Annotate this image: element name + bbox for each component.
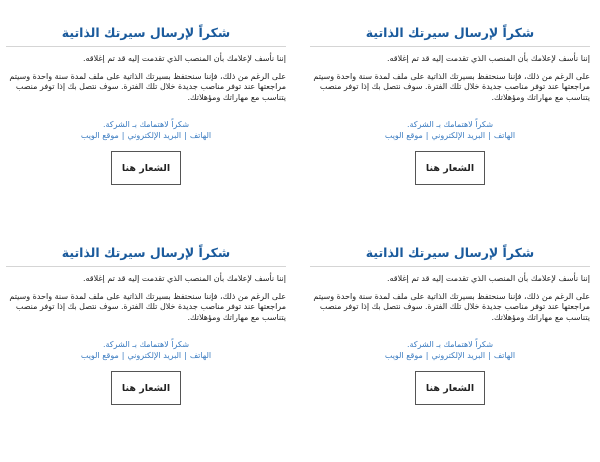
footer-links bbox=[310, 130, 590, 141]
position-closed-paragraph: إننا نأسف لإعلامك بأن المنصب الذي تقدمت إليه قد تم إغلاقه. bbox=[82, 274, 286, 283]
footer-links bbox=[310, 350, 590, 361]
email-card bbox=[6, 246, 286, 456]
position-closed-paragraph: إننا نأسف لإعلامك بأن المنصب الذي تقدمت إليه قد تم إغلاقه. bbox=[386, 54, 590, 63]
email-footer bbox=[6, 119, 286, 141]
footer-separator: | bbox=[184, 351, 187, 360]
footer-separator: | bbox=[121, 351, 125, 360]
footer-separator: | bbox=[121, 131, 125, 140]
phone-link[interactable]: الهاتف bbox=[493, 351, 516, 360]
footer-separator: | bbox=[488, 351, 491, 360]
email-footer bbox=[310, 119, 590, 141]
email-title: شكراً لإرسال سيرتك الذاتية bbox=[6, 26, 286, 47]
email-title: شكراً لإرسال سيرتك الذاتية bbox=[6, 246, 286, 267]
footer-separator: | bbox=[425, 131, 429, 140]
logo-placeholder: الشعار هنا bbox=[111, 151, 181, 185]
footer-links bbox=[6, 130, 286, 141]
footer-thanks-text: شكراً لاهتمامك بـ الشركة. bbox=[102, 120, 190, 129]
footer-thanks-text: شكراً لاهتمامك بـ الشركة. bbox=[406, 120, 494, 129]
footer-thanks-text: شكراً لاهتمامك بـ الشركة. bbox=[102, 340, 190, 349]
email-card bbox=[310, 26, 590, 236]
logo-placeholder: الشعار هنا bbox=[111, 371, 181, 405]
email-footer bbox=[310, 339, 590, 361]
website-link[interactable]: موقع الويب bbox=[80, 351, 119, 360]
email-title: شكراً لإرسال سيرتك الذاتية bbox=[310, 246, 590, 267]
footer-thanks-text: شكراً لاهتمامك بـ الشركة. bbox=[406, 340, 494, 349]
phone-link[interactable]: الهاتف bbox=[189, 351, 212, 360]
position-closed-paragraph: إننا نأسف لإعلامك بأن المنصب الذي تقدمت إليه قد تم إغلاقه. bbox=[82, 54, 286, 63]
resume-kept-paragraph: على الرغم من ذلك، فإننا سنحتفظ بسيرتك الذاتية على ملف لمدة سنة واحدة وسيتم مراجعتها عند توفر مناصب جديدة خلال تلك الفترة. سوف نتصل بك إذا توفر منصب يتناسب مع مهاراتك ومؤهلاتك. bbox=[313, 71, 590, 102]
footer-separator: | bbox=[425, 351, 429, 360]
phone-link[interactable]: الهاتف bbox=[493, 131, 516, 140]
website-link[interactable]: موقع الويب bbox=[80, 131, 119, 140]
email-card bbox=[310, 246, 590, 456]
email-card bbox=[6, 26, 286, 236]
resume-kept-paragraph: على الرغم من ذلك، فإننا سنحتفظ بسيرتك الذاتية على ملف لمدة سنة واحدة وسيتم مراجعتها عند توفر مناصب جديدة خلال تلك الفترة. سوف نتصل بك إذا توفر منصب يتناسب مع مهاراتك ومؤهلاتك. bbox=[9, 71, 286, 102]
email-link[interactable]: البريد الإلكتروني bbox=[431, 131, 486, 140]
footer-separator: | bbox=[488, 131, 491, 140]
resume-kept-paragraph: على الرغم من ذلك، فإننا سنحتفظ بسيرتك الذاتية على ملف لمدة سنة واحدة وسيتم مراجعتها عند توفر مناصب جديدة خلال تلك الفترة. سوف نتصل بك إذا توفر منصب يتناسب مع مهاراتك ومؤهلاتك. bbox=[9, 291, 286, 322]
position-closed-paragraph: إننا نأسف لإعلامك بأن المنصب الذي تقدمت إليه قد تم إغلاقه. bbox=[386, 274, 590, 283]
email-footer bbox=[6, 339, 286, 361]
footer-separator: | bbox=[184, 131, 187, 140]
footer-links bbox=[6, 350, 286, 361]
email-title: شكراً لإرسال سيرتك الذاتية bbox=[310, 26, 590, 47]
website-link[interactable]: موقع الويب bbox=[384, 351, 423, 360]
resume-kept-paragraph: على الرغم من ذلك، فإننا سنحتفظ بسيرتك الذاتية على ملف لمدة سنة واحدة وسيتم مراجعتها عند توفر مناصب جديدة خلال تلك الفترة. سوف نتصل بك إذا توفر منصب يتناسب مع مهاراتك ومؤهلاتك. bbox=[313, 291, 590, 322]
email-link[interactable]: البريد الإلكتروني bbox=[127, 131, 182, 140]
website-link[interactable]: موقع الويب bbox=[384, 131, 423, 140]
logo-placeholder: الشعار هنا bbox=[415, 151, 485, 185]
email-link[interactable]: البريد الإلكتروني bbox=[431, 351, 486, 360]
phone-link[interactable]: الهاتف bbox=[189, 131, 212, 140]
email-link[interactable]: البريد الإلكتروني bbox=[127, 351, 182, 360]
logo-placeholder: الشعار هنا bbox=[415, 371, 485, 405]
